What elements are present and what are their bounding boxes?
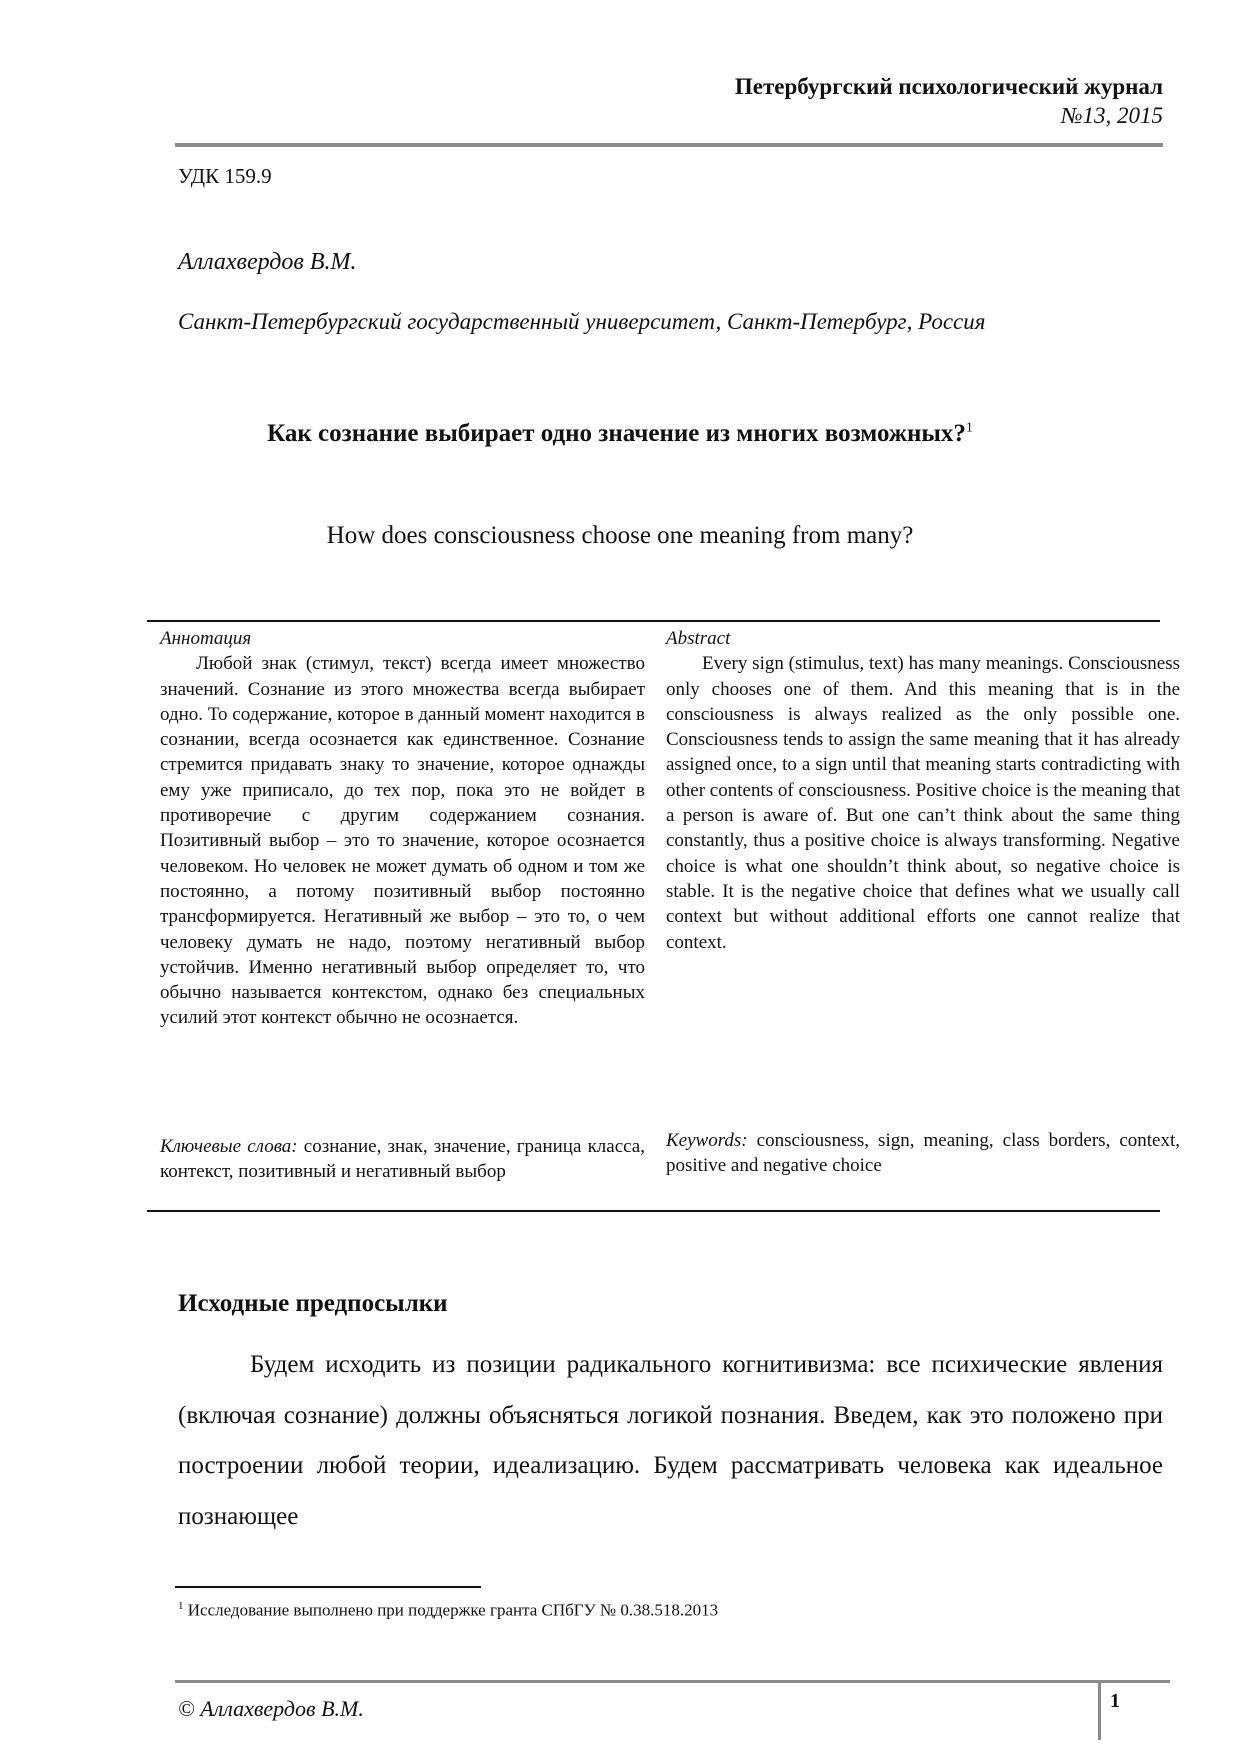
footer-rule <box>175 1680 1170 1683</box>
abstract-text: Every sign (stimulus, text) has many meanings. Consciousness only chooses one of them. And this meaning that is in the consciousness is always realized as the only possible one. Consciousness tends to assign the same meaning that it has already assigned once, to a sign until that meaning starts contradicting with other contents of consciousness. Positive choice is the meaning that a person is aware of. But one can’t think about the same thing constantly, thus a positive choice is always transforming. Negative choice is what one shouldn’t think about, so negative choice is stable. It is the negative choice that defines what we usually call context but without additional efforts one cannot realize that context. <box>666 653 1180 953</box>
annotation-text: Любой знак (стимул, текст) всегда имеет множество значений. Сознание из этого множества всегда выбирает одно. То содержание, которое в данный момент находится в сознании, всегда осознается как единственное. Сознание стремится придавать знаку то значение, которое однажды ему уже приписало, до тех пор, пока это не войдет в противоречие с другим содержанием сознания. Позитивный выбор – это то значение, которое осознается человеком. Но человек не может думать об одном и том же постоянно, а потому позитивный выбор постоянно трансформируется. Негативный же выбор – это то, о чем человеку думать не надо, поэтому негативный выбор устойчив. Именно негативный выбор определяет то, что обычно называется контекстом, однако без специальных усилий этот контекст обычно не осознается. <box>160 653 645 1029</box>
footnote-ref: 1 <box>965 420 973 436</box>
footnote-rule <box>175 1586 481 1588</box>
udk-code: УДК 159.9 <box>178 164 272 188</box>
body-text <box>178 1340 1163 1542</box>
footnote-mark: 1 <box>178 1600 184 1612</box>
author: Аллахвердов В.М. <box>178 249 357 275</box>
abstract-table-bottom-rule <box>147 1210 1160 1212</box>
abstract-column <box>666 626 1180 955</box>
section-heading: Исходные предпосылки <box>178 1290 448 1317</box>
footer-divider <box>1098 1680 1101 1740</box>
keywords-en <box>666 1128 1180 1179</box>
title-en: How does consciousness choose one meaning from many? <box>326 522 914 549</box>
affiliation: Санкт-Петербургский государственный университет, Санкт-Петербург, Россия <box>178 309 986 334</box>
keywords-en-text: consciousness, sign, meaning, class borders, context, positive and negative choice <box>666 1130 1181 1177</box>
keywords-ru-label: Ключевые слова: <box>160 1136 298 1157</box>
keywords-en-label: Keywords: <box>666 1130 748 1151</box>
journal-issue: №13, 2015 <box>1060 103 1163 128</box>
header-rule <box>175 143 1163 147</box>
keywords-ru-text: сознание, знак, значение, граница класса, контекст, позитивный и негативный выбор <box>160 1136 645 1183</box>
annotation-column <box>160 626 645 1031</box>
body-paragraph: Будем исходить из позиции радикального когнитивизма: все психические явления (включая сознание) должны объясняться логикой познания. Введем, как это положено при построении любой теории, идеализацию. Будем рассматривать человека как идеальное познающее <box>178 1351 1163 1530</box>
title-ru-text: Как сознание выбирает одно значение из многих возможных? <box>267 420 966 447</box>
abstract-label: Abstract <box>666 628 731 649</box>
annotation-label: Аннотация <box>160 628 252 649</box>
footer-copyright: © Аллахвердов В.М. <box>178 1696 364 1721</box>
footnote-text: Исследование выполнено при поддержке гранта СПбГУ № 0.38.518.2013 <box>183 1600 719 1620</box>
journal-title: Петербургский психологический журнал <box>734 74 1163 99</box>
footnote <box>178 1600 718 1621</box>
abstract-table-top-rule <box>147 620 1160 622</box>
page-number: 1 <box>1110 1690 1120 1712</box>
title-ru <box>0 420 1240 448</box>
keywords-ru <box>160 1134 645 1185</box>
